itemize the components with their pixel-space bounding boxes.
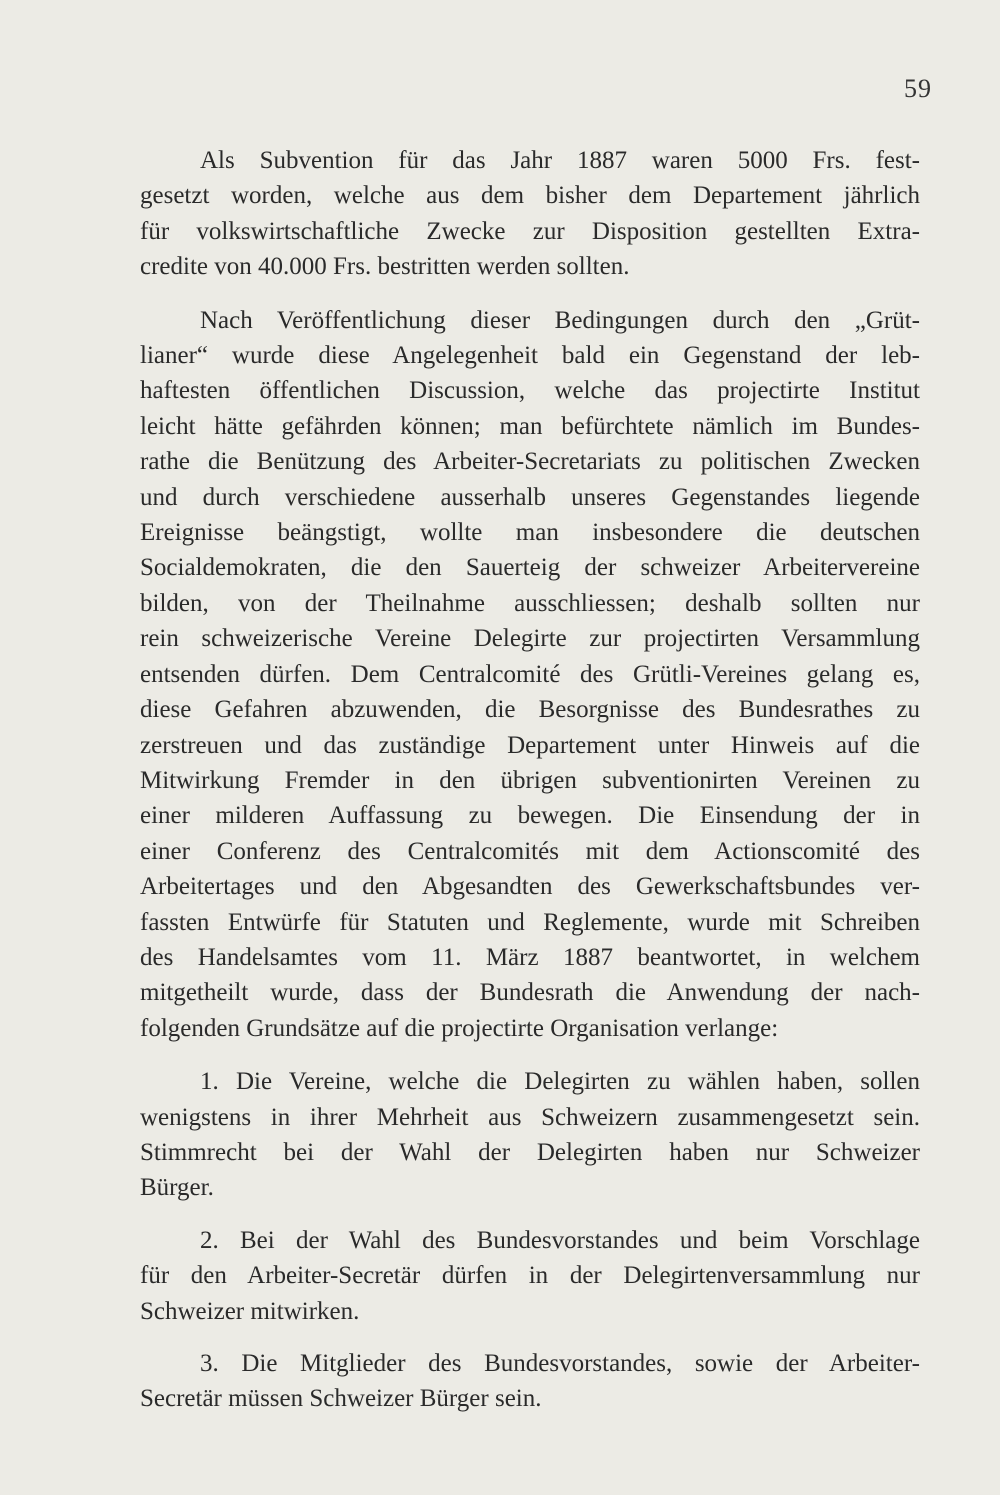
paragraph-subvention (140, 143, 920, 285)
text-line: entsenden dürfen. Dem Centralcomité des Grütli-Vereines gelang es, (140, 660, 920, 688)
text-line: rein schweizerische Vereine Delegirte zur projectirten Versammlung (140, 625, 920, 653)
text-line: wenigstens in ihrer Mehrheit aus Schweizern zusammengesetzt sein. (140, 1103, 920, 1131)
list-item-2 (140, 1223, 920, 1329)
text-line: Stimmrecht bei der Wahl der Delegirten haben nur Schweizer (140, 1138, 920, 1166)
text-line: Bürger. (140, 1174, 214, 1202)
text-line: Arbeitertages und den Abgesandten des Gewerkschaftsbundes ver- (140, 873, 920, 901)
text-line: gesetzt worden, welche aus dem bisher dem Departement jährlich (140, 182, 920, 210)
text-line: zerstreuen und das zuständige Departement unter Hinweis auf die (140, 731, 920, 759)
list-item-3 (140, 1346, 920, 1417)
text-line: einer milderen Auffassung zu bewegen. Die Einsendung der in (140, 802, 920, 830)
list-item-1 (140, 1064, 920, 1206)
text-line: des Handelsamtes vom 11. März 1887 beantwortet, in welchem (140, 943, 920, 971)
text-line: Mitwirkung Fremder in den übrigen subventionirten Vereinen zu (140, 766, 920, 794)
text-line: 3. Die Mitglieder des Bundesvorstandes, sowie der Arbeiter- (200, 1350, 920, 1377)
text-line: Als Subvention für das Jahr 1887 waren 5000 Frs. fest- (200, 147, 920, 174)
text-line: 2. Bei der Wahl des Bundesvorstandes und beim Vorschlage (200, 1226, 920, 1254)
text-line: credite von 40.000 Frs. bestritten werden sollten. (140, 253, 630, 281)
text-line: Schweizer mitwirken. (140, 1297, 360, 1325)
text-line: fassten Entwürfe für Statuten und Reglemente, wurde mit Schreiben (140, 908, 920, 936)
text-line: einer Conferenz des Centralcomités mit dem Actionscomité des (140, 837, 920, 865)
text-line: rathe die Benützung des Arbeiter-Secretariats zu politischen Zwecken (140, 448, 920, 476)
page-number: 59 (904, 74, 932, 103)
text-line: 1. Die Vereine, welche die Delegirten zu wählen haben, sollen (200, 1068, 920, 1096)
text-line: Secretär müssen Schweizer Bürger sein. (140, 1385, 542, 1413)
text-line: für volkswirtschaftliche Zwecke zur Disposition gestellten Extra- (140, 217, 920, 245)
text-line: mitgetheilt wurde, dass der Bundesrath die Anwendung der nach- (140, 979, 920, 1007)
text-line: haftesten öffentlichen Discussion, welche das projectirte Institut (140, 377, 920, 405)
text-line: und durch verschiedene ausserhalb unseres Gegenstandes liegende (140, 483, 920, 511)
text-line: für den Arbeiter-Secretär dürfen in der Delegirtenversammlung nur (140, 1262, 920, 1290)
text-line: Ereignisse beängstigt, wollte man insbesondere die deutschen (140, 519, 920, 547)
text-line: folgenden Grundsätze auf die projectirte Organisation verlange: (140, 1014, 779, 1042)
text-line: bilden, von der Theilnahme ausschliessen; deshalb sollten nur (140, 589, 920, 617)
text-line: Socialdemokraten, die den Sauerteig der schweizer Arbeitervereine (140, 554, 920, 582)
text-line: diese Gefahren abzuwenden, die Besorgnisse des Bundesrathes zu (140, 696, 920, 724)
text-line: leicht hätte gefährden können; man befürchtete nämlich im Bundes- (140, 412, 920, 440)
body-text (140, 143, 920, 1434)
text-line: lianer“ wurde diese Angelegenheit bald ein Gegenstand der leb- (140, 342, 920, 370)
text-line: Nach Veröffentlichung dieser Bedingungen durch den „Grüt- (200, 306, 920, 334)
paragraph-gruetlianer (140, 303, 920, 1047)
